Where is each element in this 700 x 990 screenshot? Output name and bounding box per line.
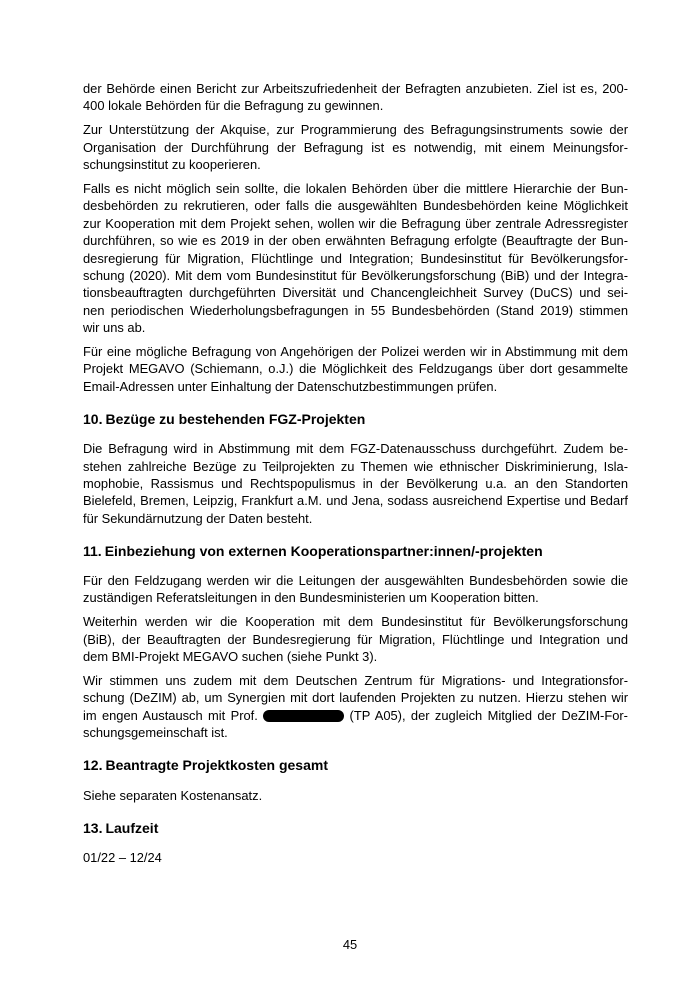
section-number: 12. (83, 757, 103, 774)
text-line: durchführen, so wie es 2019 in der oben erwähnten Befragung erfolgte (Beauftragte der Bun- (83, 233, 628, 249)
paragraph (83, 787, 628, 804)
paragraph (83, 849, 628, 866)
text-line: Für den Feldzugang werden wir die Leitungen der ausgewählten Bundesbehörden sowie die (83, 573, 628, 589)
text-line: (BiB), der Beauftragten der Bundesregierung für Migration, Flüchtlinge und Integration und (83, 631, 628, 647)
section-title: Bezüge zu bestehenden FGZ-Projekten (105, 410, 366, 427)
text-line (83, 707, 628, 724)
text-line: Organisation der Durchführung der Befragung ist es notwendig, mit einem Meinungsfor- (83, 139, 628, 155)
text-line: stehen zahlreiche Bezüge zu Teilprojekten zu Themen wie ethnischer Diskriminierung, Isla- (83, 458, 628, 474)
text-line: Falls es nicht möglich sein sollte, die lokalen Behörden über die mittlere Hierarchie der Bun- (83, 180, 628, 196)
text-line: schungsinstitut zu kooperieren. (83, 157, 261, 173)
section-number: 13. (83, 819, 103, 836)
text-line: schung (2020). Mit dem vom Bundesinstitut für Bevölkerungsforschung (BiB) und der Integra- (83, 267, 628, 283)
paragraph (83, 343, 628, 395)
text-line: Weiterhin werden wir die Kooperation mit dem Bundesinstitut für Bevölkerungsforschung (83, 614, 628, 630)
section-number: 10. (83, 410, 103, 427)
paragraph (83, 613, 628, 665)
section-heading (83, 542, 628, 560)
text-line: Siehe separaten Kostenansatz. (83, 787, 263, 803)
text-line: Wir stimmen uns zudem mit dem Deutschen Zentrum für Migrations- und Integrationsfor- (83, 673, 628, 689)
text-line: mophobie, Rassismus und Rechtspopulismus in der Bevölkerung u.a. an den Standorten (83, 475, 628, 491)
text-line: schungsgemeinschaft ist. (83, 725, 228, 741)
text-line: Projekt MEGAVO (Schiemann, o.J.) die Möglichkeit des Feldzugangs über dort gesammelte (83, 361, 628, 377)
text-line: wir uns ab. (83, 320, 146, 336)
text-line: desregierung für Migration, Flüchtlinge und Integration; Bundesinstitut für Bevölkerungsfor- (83, 250, 628, 266)
text-line: 01/22 – 12/24 (83, 850, 162, 865)
text-line: Email-Adressen unter Einhaltung der Datenschutzbestimmungen prüfen. (83, 378, 498, 394)
text-line: zuständigen Referatsleitungen in den Bundesministerien um Kooperation bitten. (83, 590, 539, 606)
paragraph (83, 121, 628, 173)
text-run: im engen Austausch mit Prof. (83, 707, 264, 723)
paragraph (83, 180, 628, 337)
paragraph (83, 572, 628, 607)
text-run: (TP A05), der zugleich Mitglied der DeZIM-For- (344, 707, 628, 723)
text-line: Bielefeld, Bremen, Leipzig, Frankfurt a.M. und Jena, sodass ausreichend Expertise und Bedarf (83, 493, 628, 509)
section-number: 11. (83, 542, 102, 559)
paragraph (83, 672, 628, 742)
section-heading (83, 756, 628, 774)
text-line: Die Befragung wird in Abstimmung mit dem FGZ-Datenausschuss durchgeführt. Zudem be- (83, 441, 628, 457)
section-title: Laufzeit (105, 819, 159, 836)
text-line: nen periodischen Wiederholungsbefragungen in 55 Bundesbehörden (Stand 2019) stimmen (83, 302, 628, 318)
page-number: 45 (342, 937, 358, 952)
text-line: der Behörde einen Bericht zur Arbeitszufriedenheit der Befragten anzubieten. Ziel ist es, 200- (83, 81, 628, 96)
paragraph (83, 80, 628, 115)
text-line: tionsbeauftragten durchgeführten Diversität und Chancengleichheit Survey (DuCS) und sei- (83, 285, 628, 301)
document-content (83, 80, 628, 873)
section-heading (83, 819, 628, 837)
text-line: zur Kooperation mit dem Projekt sehen, wollen wir die Befragung über zentrale Adressregister (83, 215, 628, 231)
text-line: desbehörden zu rekrutieren, oder falls die ausgewählten Bundesbehörden keine Möglichkeit (83, 198, 628, 214)
text-line: dem BMI-Projekt MEGAVO suchen (siehe Punkt 3). (83, 649, 378, 665)
text-line: für Sekundärnutzung der Daten besteht. (83, 510, 313, 526)
text-line: Zur Unterstützung der Akquise, zur Programmierung des Befragungsinstruments sowie der (83, 122, 628, 138)
text-line: 400 lokale Behörden für die Befragung zu gewinnen. (83, 98, 384, 114)
text-line: schung (DeZIM) ab, um Synergien mit dort laufenden Projekten zu nutzen. Hierzu stehen wir (83, 690, 628, 706)
paragraph (83, 440, 628, 527)
section-heading (83, 410, 628, 428)
redaction-bar (263, 710, 344, 722)
section-title: Einbeziehung von externen Kooperationspartner:innen/-projekten (104, 542, 543, 559)
text-line: Für eine mögliche Befragung von Angehörigen der Polizei werden wir in Abstimmung mit dem (83, 343, 628, 359)
section-title: Beantragte Projektkosten gesamt (105, 757, 328, 774)
